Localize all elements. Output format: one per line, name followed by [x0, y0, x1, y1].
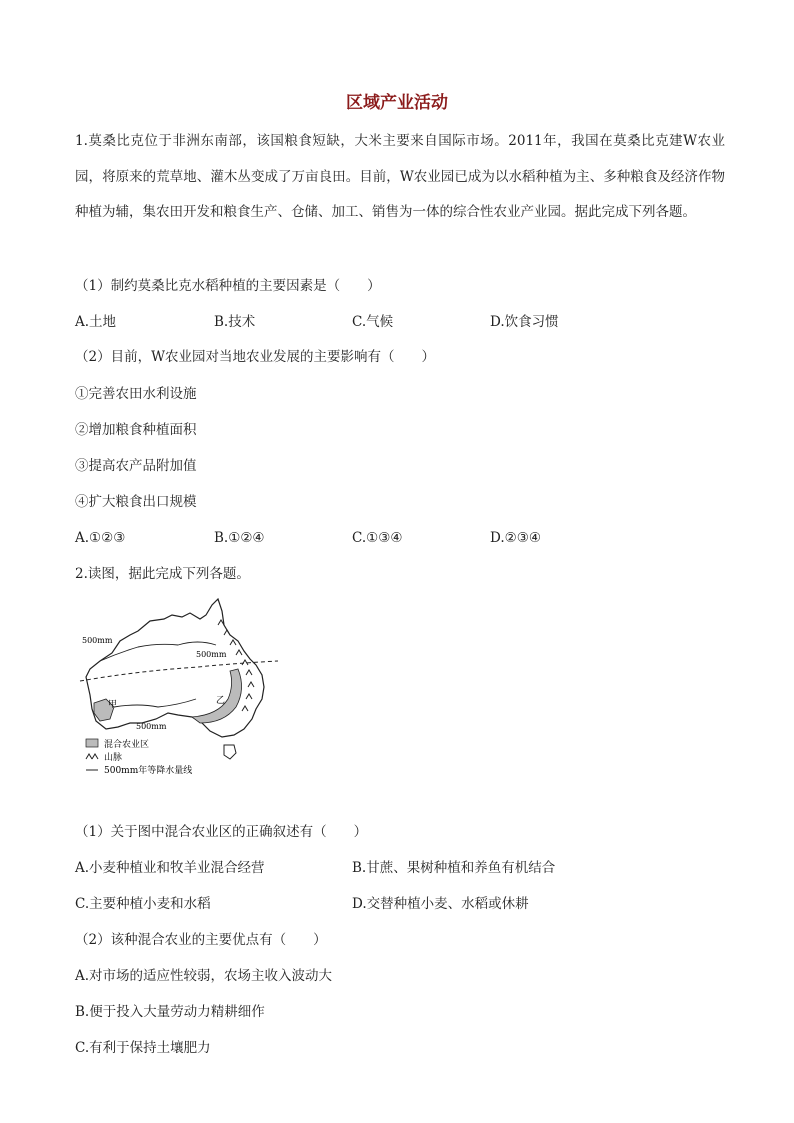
- label-yi: 乙: [216, 696, 226, 706]
- q1-2-item-3: ③提高农产品附加值: [75, 458, 197, 474]
- australia-coastline: [86, 599, 264, 737]
- q1-2-option-b: B.①②④: [214, 530, 265, 546]
- q1-2-item-4: ④扩大粮食出口规模: [75, 494, 197, 510]
- q1-2-item-1: ①完善农田水利设施: [75, 386, 197, 402]
- q1-1-option-c: C.气候: [352, 314, 394, 330]
- q2-1-option-b: B.甘蔗、果树种植和养鱼有机结合: [352, 860, 556, 876]
- page-title: 区域产业活动: [346, 93, 448, 113]
- q1-2-option-c: C.①③④: [352, 530, 403, 546]
- legend-mountain-icon: [86, 754, 98, 759]
- label-jia: 甲: [108, 700, 118, 710]
- q2-2-option-b: B.便于投入大量劳动力精耕细作: [75, 1004, 265, 1020]
- q2-2-option-c: C.有利于保持土壤肥力: [75, 1040, 211, 1056]
- question-2-2-text: （2）该种混合农业的主要优点有（ ）: [75, 932, 327, 948]
- australia-map-figure: [78, 595, 288, 785]
- question-1-stem: 1.莫桑比克位于非洲东南部，该国粮食短缺，大米主要来自国际市场。2011年，我国在莫桑比克建W农业园，将原来的荒草地、灌木丛变成了万亩良田。目前，W农业园已成为以水稻种植为主、多种粮食及经济作物种植为辅，集农田开发和粮食生产、仓储、加工、销售为一体的综合性农业产业园。据此完成下列各题。: [75, 133, 725, 220]
- question-2-1-text: （1）关于图中混合农业区的正确叙述有（ ）: [75, 824, 368, 840]
- label-500mm-west: 500mm: [82, 636, 113, 645]
- legend-mountain-label: 山脉: [104, 753, 123, 763]
- q2-1-option-d: D.交替种植小麦、水稻或休耕: [352, 896, 529, 912]
- q2-1-option-c: C.主要种植小麦和水稻: [75, 896, 211, 912]
- q1-1-option-a: A.土地: [75, 314, 117, 330]
- q2-2-option-a: A.对市场的适应性较弱，农场主收入波动大: [75, 968, 333, 984]
- question-1-2-text: （2）目前，W农业园对当地农业发展的主要影响有（ ）: [75, 349, 435, 365]
- tasmania-outline: [224, 745, 236, 759]
- q2-1-option-a: A.小麦种植业和牧羊业混合经营: [75, 860, 265, 876]
- q1-1-option-b: B.技术: [214, 314, 256, 330]
- q1-2-item-2: ②增加粮食种植面积: [75, 422, 197, 438]
- question-2-stem: 2.读图，据此完成下列各题。: [75, 566, 250, 582]
- label-500mm-south: 500mm: [136, 722, 167, 731]
- legend-mixed-swatch: [86, 739, 98, 747]
- isohyet-south: [114, 699, 196, 707]
- q1-2-option-d: D.②③④: [490, 530, 541, 546]
- legend-mixed-label: 混合农业区: [104, 740, 150, 750]
- label-500mm-north: 500mm: [196, 650, 227, 659]
- legend-isohyet-label: 500mm年等降水量线: [104, 766, 193, 776]
- q1-1-option-d: D.饮食习惯: [490, 314, 559, 330]
- q1-2-option-a: A.①②③: [75, 530, 126, 546]
- question-1-1-text: （1）制约莫桑比克水稻种植的主要因素是（ ）: [75, 278, 381, 294]
